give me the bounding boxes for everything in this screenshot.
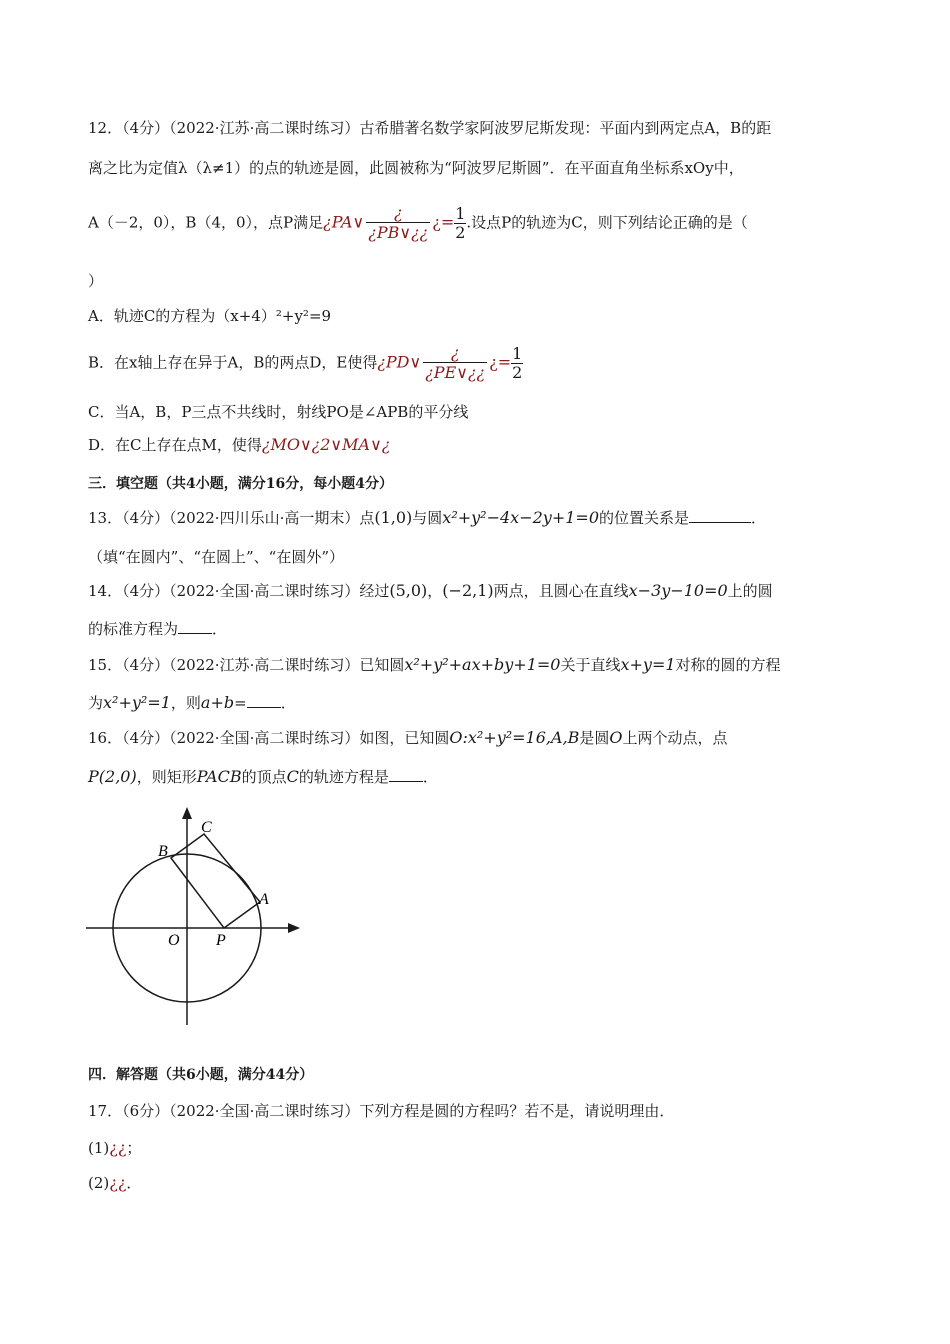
q12-ratio-prefix: ¿PA∨ <box>323 212 365 232</box>
q17-p2-end: ． <box>126 1174 142 1192</box>
q12-ratio-eq: ¿= <box>432 212 455 232</box>
q12-optb-den: ¿PE∨¿¿ <box>425 363 486 382</box>
q17-p2-label: (2) <box>88 1174 110 1192</box>
q15-end: ． <box>280 694 296 712</box>
q12-option-c: C．当A，B，P三点不共线时，射线PO是∠APB的平分线 <box>88 403 469 421</box>
q12-optb-num: ¿ <box>423 344 487 363</box>
q15-circle-eq: x²+y²+ax+by+1=0 <box>404 655 561 674</box>
q14-line2-text: 的标准方程为 <box>88 620 179 638</box>
q12-half <box>454 205 466 242</box>
q12-optd-text: D．在C上存在点M，使得 <box>88 436 262 454</box>
q12-frac-den: ¿PB∨¿¿ <box>368 223 429 242</box>
q17-p2-math: ¿¿ <box>109 1173 127 1192</box>
q13-line1 <box>88 507 766 528</box>
q12-optb-half-num: 1 <box>512 344 523 363</box>
q15-l2-pre: 为 <box>88 694 104 712</box>
q13-post: 的位置关系是 <box>599 509 690 527</box>
q15-sum: a+b <box>200 693 235 712</box>
q16-end: ． <box>422 768 438 786</box>
q16-o: O <box>609 728 623 747</box>
q12-line4: ） <box>88 272 104 290</box>
q12-optb-text: B．在x轴上存在异于A，B的两点D，E使得 <box>88 353 378 372</box>
q14-line-eq: x−3y−10=0 <box>628 581 728 600</box>
q14-text: 14．（4分）（2022·全国·高二课时练习）经过 <box>88 582 390 600</box>
q16-circle-eq: O:x²+y²=16,A,B <box>449 728 580 747</box>
q13-point: (1,0) <box>374 508 413 527</box>
q12-line2: 离之比为定值λ（λ≠1）的点的轨迹是圆，此圆被称为“阿波罗尼斯圆”．在平面直角坐标系xOy中， <box>88 159 744 177</box>
label-p: P <box>216 932 226 949</box>
q14-answer-blank[interactable] <box>178 633 212 634</box>
q12-half-den: 2 <box>455 223 466 242</box>
label-c: C <box>201 819 212 836</box>
q13-answer-blank[interactable] <box>689 522 751 523</box>
q12-optb-prefix: ¿PD∨ <box>377 352 422 372</box>
q13-circle-eq: x²+y²−4x−2y+1=0 <box>442 508 599 527</box>
q16-rect: PACB <box>196 767 242 786</box>
q15-l2-mid: ，则 <box>170 694 201 712</box>
q12-line1: 12．（4分）（2022·江苏·高二课时练习）古希腊著名数学家阿波罗尼斯发现：平面内到两定点A，B的距 <box>88 119 772 137</box>
y-axis-arrow-icon <box>182 807 192 819</box>
q12-option-d <box>88 434 390 455</box>
q16-l2-post: 的轨迹方程是 <box>298 768 389 786</box>
label-o: O <box>168 932 180 949</box>
q16-point-p: P(2,0) <box>88 767 137 786</box>
q16-l2-mid2: 的顶点 <box>241 768 287 786</box>
q14-post: 上的圆 <box>727 582 773 600</box>
rectangle-pacb <box>171 834 260 928</box>
q12-optb-fraction <box>423 344 487 383</box>
q16-line2 <box>88 766 438 787</box>
q17-p1-end: ； <box>126 1139 142 1157</box>
q17-p1-label: (1) <box>88 1139 110 1157</box>
q16-l2-mid: ，则矩形 <box>136 768 197 786</box>
q15-mid: 关于直线 <box>560 656 621 674</box>
label-a: A <box>259 891 269 908</box>
q15-post: 对称的圆的方程 <box>675 656 781 674</box>
q16-vertex-c: C <box>286 767 299 786</box>
q14-end: ． <box>212 620 228 638</box>
q13-line2: （填“在圆内”、“在圆上”、“在圆外”） <box>88 548 345 566</box>
q14-line1 <box>88 580 773 601</box>
q14-mid: 两点，且圆心在直线 <box>493 582 629 600</box>
q15-sym-circle: x²+y²=1 <box>103 693 171 712</box>
q12-points-text: A（－2，0），B（4，0），点P满足 <box>88 213 324 232</box>
q12-half-num: 1 <box>455 204 466 223</box>
q16-line1 <box>88 727 728 748</box>
q12-line3 <box>88 204 748 243</box>
q12-optd-math: ¿MO∨¿2∨MA∨¿ <box>261 435 391 454</box>
q17-p1-math: ¿¿ <box>109 1138 127 1157</box>
q12-option-b <box>88 344 523 383</box>
q15-line-eq: x+y=1 <box>620 655 676 674</box>
q15-eq: = <box>234 694 247 712</box>
section-3-title: 三．填空题（共4小题，满分16分，每小题4分） <box>88 476 393 492</box>
q12-optb-half-den: 2 <box>512 363 523 382</box>
q14-point-2: (−2,1) <box>442 581 494 600</box>
q12-optb-half <box>511 345 523 382</box>
q16-answer-blank[interactable] <box>389 781 423 782</box>
q17-part-2 <box>88 1172 141 1193</box>
q16-post: 上两个动点，点 <box>622 729 728 747</box>
q14-point-1: (5,0) <box>389 581 428 600</box>
q15-answer-blank[interactable] <box>247 707 281 708</box>
q12-ratio-fraction <box>366 204 430 243</box>
q15-line1 <box>88 654 781 675</box>
x-axis-arrow-icon <box>288 923 300 933</box>
section-4-title: 四．解答题（共6小题，满分44分） <box>88 1067 314 1083</box>
q17-part-1 <box>88 1137 141 1158</box>
q13-text: 13．（4分）（2022·四川乐山·高一期末）点 <box>88 509 375 527</box>
q12-optb-eq: ¿= <box>489 352 512 372</box>
q14-line2 <box>88 618 227 639</box>
q13-end: ． <box>751 509 767 527</box>
q12-option-a: A．轨迹C的方程为（x+4）²+y²=9 <box>88 307 332 325</box>
label-b: B <box>158 843 168 860</box>
q16-text: 16．（4分）（2022·全国·高二课时练习）如图，已知圆 <box>88 729 450 747</box>
q15-text: 15．（4分）（2022·江苏·高二课时练习）已知圆 <box>88 656 405 674</box>
q14-sep: ， <box>427 582 443 600</box>
q16-figure <box>80 805 310 1035</box>
q17-line1: 17．（6分）（2022·全国·高二课时练习）下列方程是圆的方程吗？若不是，请说明理由． <box>88 1102 675 1120</box>
q12-line3-tail: .设点P的轨迹为C，则下列结论正确的是（ <box>466 213 748 232</box>
q12-frac-num: ¿ <box>366 204 430 223</box>
q16-mid: 是圆 <box>579 729 610 747</box>
q15-line2 <box>88 692 296 713</box>
q13-mid: 与圆 <box>412 509 443 527</box>
